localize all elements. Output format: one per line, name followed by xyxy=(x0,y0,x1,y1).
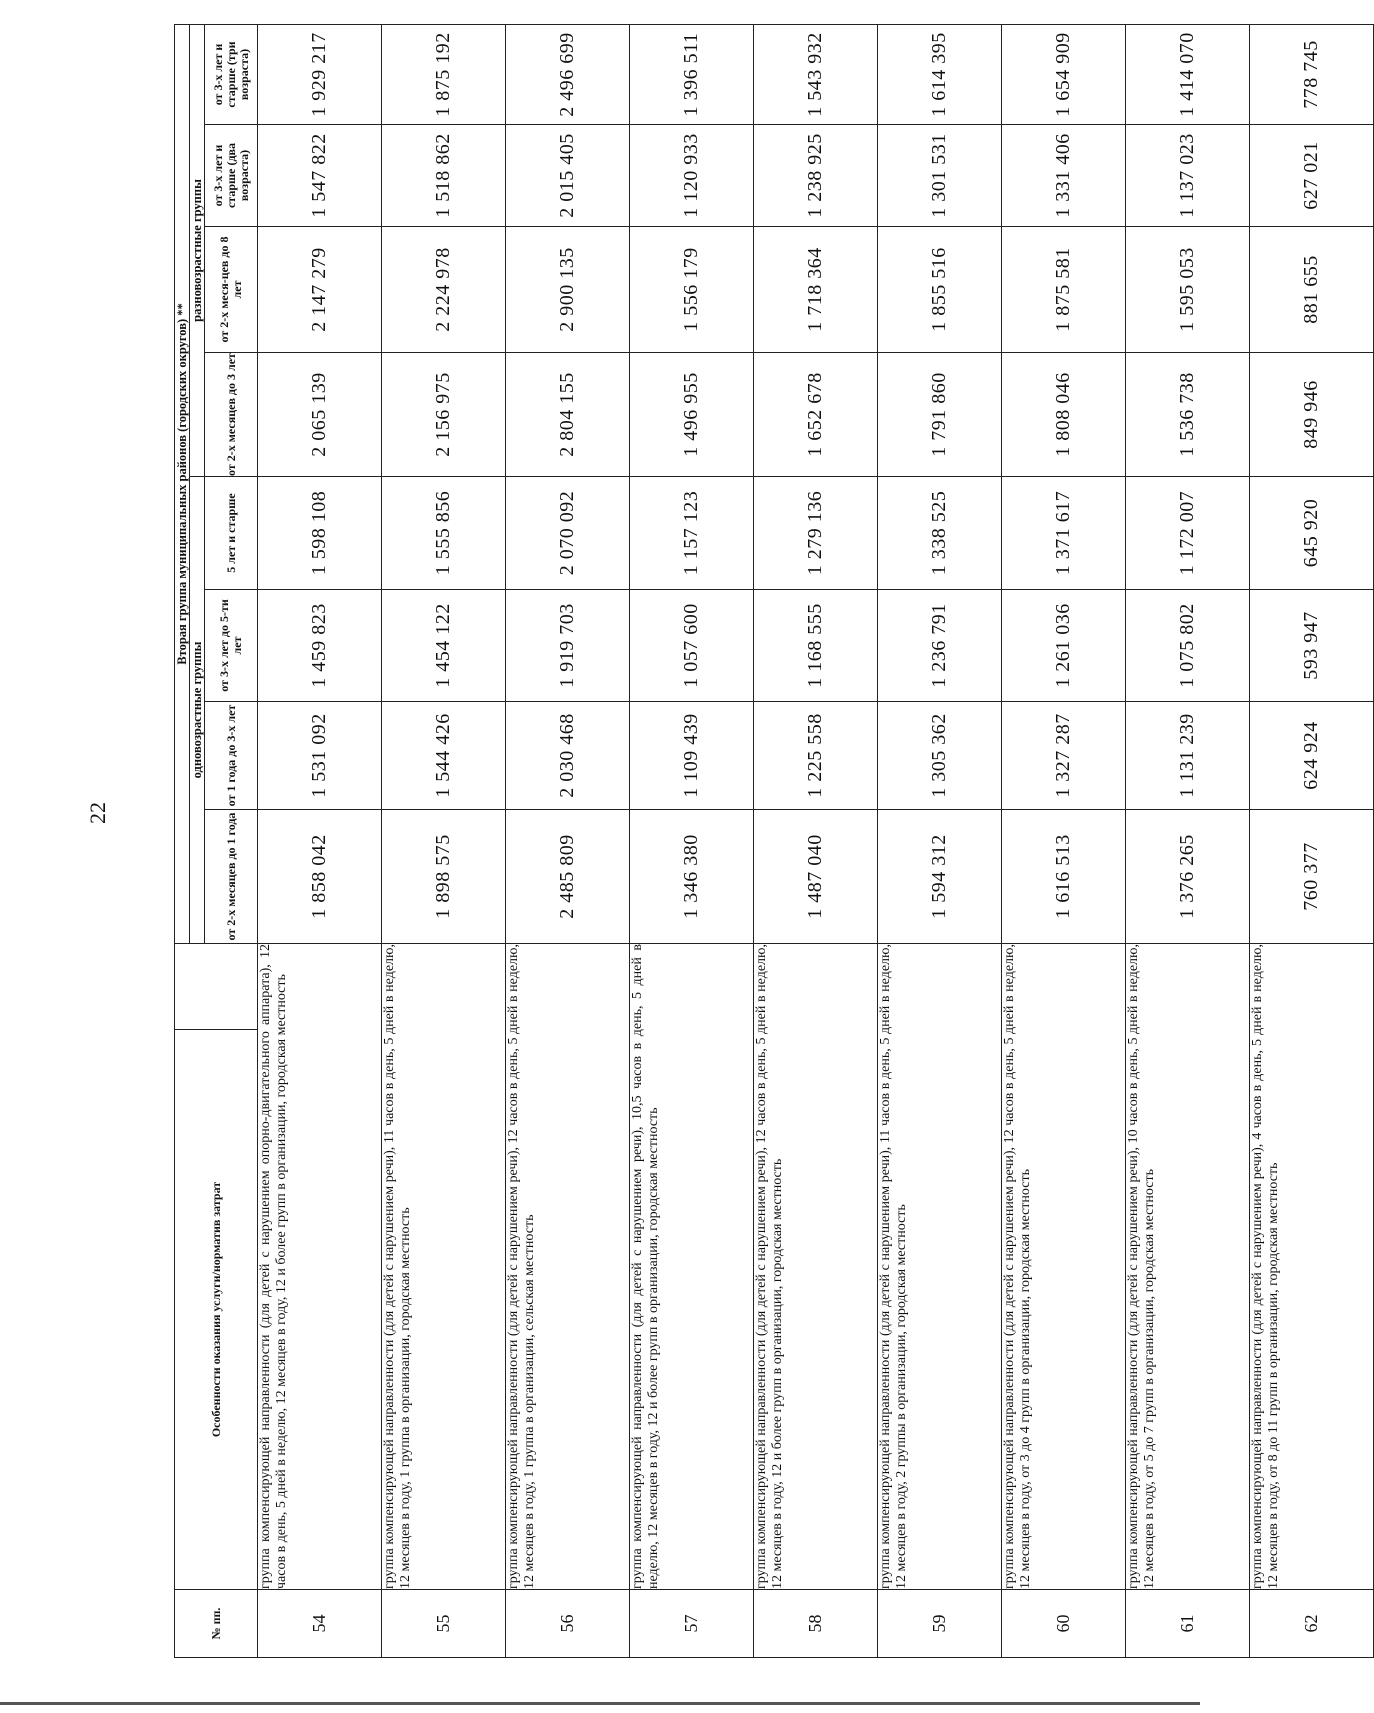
row-value: 2 015 405 xyxy=(506,125,630,227)
row-value: 1 929 217 xyxy=(258,24,382,124)
row-index: 54 xyxy=(258,1590,382,1658)
row-value: 645 920 xyxy=(1250,477,1374,590)
row-value: 1 808 046 xyxy=(1002,353,1126,477)
page-number: 22 xyxy=(85,802,110,824)
row-value: 1 487 040 xyxy=(754,810,878,944)
row-description: группа компенсирующей направленности (для детей с нарушением речи), 11 часов в день, 5 дней в неделю, 12 месяцев в году, 2 группы в организации, городская местность xyxy=(878,944,1002,1590)
header-col-5: от 2-х месяцев до 3 лет xyxy=(205,353,258,477)
header-col-3: от 3-х лет до 5-ти лет xyxy=(205,590,258,702)
row-value: 778 745 xyxy=(1250,24,1374,124)
row-value: 760 377 xyxy=(1250,810,1374,944)
row-description: группа компенсирующей направленности (для детей с нарушением речи), 4 часов в день, 5 дней в неделю, 12 месяцев в году, от 8 до 11 групп в организации, городская местность xyxy=(1250,944,1374,1590)
row-value: 2 496 699 xyxy=(506,24,630,124)
table-row xyxy=(1126,24,1250,1657)
row-value: 1 172 007 xyxy=(1126,477,1250,590)
row-description: группа компенсирующей направленности (для детей с нарушением речи), 12 часов в день, 5 дней в неделю, 12 месяцев в году, от 3 до 4 групп в организации, городская местность xyxy=(1002,944,1126,1590)
table-row xyxy=(1002,24,1126,1657)
row-value: 1 855 516 xyxy=(878,227,1002,353)
row-value: 2 900 135 xyxy=(506,227,630,353)
row-value: 2 485 809 xyxy=(506,810,630,944)
row-value: 2 224 978 xyxy=(382,227,506,353)
header-col-6: от 2-х меся-цев до 8 лет xyxy=(205,227,258,353)
row-value: 2 065 139 xyxy=(258,353,382,477)
header-single-age: одновозрастные группы xyxy=(190,477,205,944)
row-description: группа компенсирующей направленности (для детей с нарушением речи), 10,5 часов в день, 5 дней в неделю, 12 месяцев в году, 12 и более групп в организации, городская местность xyxy=(630,944,754,1590)
row-value: 1 075 802 xyxy=(1126,590,1250,702)
row-value: 1 543 932 xyxy=(754,24,878,124)
row-value: 849 946 xyxy=(1250,353,1374,477)
row-value: 1 225 558 xyxy=(754,702,878,810)
header-col-7: от 3-х лет и старше (два возраста) xyxy=(205,125,258,227)
row-value: 1 544 426 xyxy=(382,702,506,810)
row-value: 1 414 070 xyxy=(1126,24,1250,124)
row-value: 1 109 439 xyxy=(630,702,754,810)
row-value: 1 555 856 xyxy=(382,477,506,590)
row-value: 1 614 395 xyxy=(878,24,1002,124)
row-value: 1 301 531 xyxy=(878,125,1002,227)
row-value: 1 459 823 xyxy=(258,590,382,702)
header-index: № пп. xyxy=(175,1590,258,1658)
header-col-4: 5 лет и старше xyxy=(205,477,258,590)
row-index: 62 xyxy=(1250,1590,1374,1658)
row-value: 1 594 312 xyxy=(878,810,1002,944)
row-value: 1 616 513 xyxy=(1002,810,1126,944)
table-row xyxy=(382,24,506,1657)
row-value: 627 021 xyxy=(1250,125,1374,227)
row-index: 61 xyxy=(1126,1590,1250,1658)
row-value: 1 338 525 xyxy=(878,477,1002,590)
rotated-table-container xyxy=(174,25,1321,1658)
row-value: 1 236 791 xyxy=(878,590,1002,702)
row-value: 1 531 092 xyxy=(258,702,382,810)
header-col-8: от 3-х лет и старше (три возраста) xyxy=(205,24,258,124)
row-value: 1 791 860 xyxy=(878,353,1002,477)
row-value: 1 547 822 xyxy=(258,125,382,227)
header-col-1: от 2-х месяцев до 1 года xyxy=(205,810,258,944)
row-value: 1 279 136 xyxy=(754,477,878,590)
row-value: 1 518 862 xyxy=(382,125,506,227)
header-band: Вторая группа муниципальных районов (городских округов) ** xyxy=(175,24,190,943)
table-row xyxy=(630,24,754,1657)
header-mixed-age: разновозрастные группы xyxy=(190,24,205,476)
row-index: 59 xyxy=(878,1590,1002,1658)
row-value: 1 718 364 xyxy=(754,227,878,353)
header-col-2: от 1 года до 3-х лет xyxy=(205,702,258,810)
row-value: 624 924 xyxy=(1250,702,1374,810)
row-value: 1 137 023 xyxy=(1126,125,1250,227)
row-value: 1 396 511 xyxy=(630,24,754,124)
row-value: 1 875 192 xyxy=(382,24,506,124)
row-index: 55 xyxy=(382,1590,506,1658)
row-value: 1 057 600 xyxy=(630,590,754,702)
row-value: 1 898 575 xyxy=(382,810,506,944)
bottom-divider xyxy=(0,1702,1200,1705)
header-description: Особенности оказания услуги/норматив затрат xyxy=(175,1030,258,1590)
row-description: группа компенсирующей направленности (для детей с нарушением речи), 11 часов в день, 5 дней в неделю, 12 месяцев в году, 1 группа в организации, городская местность xyxy=(382,944,506,1590)
row-value: 1 858 042 xyxy=(258,810,382,944)
row-value: 1 238 925 xyxy=(754,125,878,227)
row-value: 1 157 123 xyxy=(630,477,754,590)
row-value: 1 261 036 xyxy=(1002,590,1126,702)
row-value: 1 331 406 xyxy=(1002,125,1126,227)
row-index: 58 xyxy=(754,1590,878,1658)
row-value: 2 070 092 xyxy=(506,477,630,590)
row-value: 1 327 287 xyxy=(1002,702,1126,810)
row-value: 593 947 xyxy=(1250,590,1374,702)
row-description: группа компенсирующей направленности (для детей с нарушением речи), 12 часов в день, 5 дней в неделю, 12 месяцев в году, 12 и более групп в организации, городская местность xyxy=(754,944,878,1590)
row-value: 1 654 909 xyxy=(1002,24,1126,124)
row-value: 1 305 362 xyxy=(878,702,1002,810)
row-value: 1 536 738 xyxy=(1126,353,1250,477)
table-row xyxy=(754,24,878,1657)
row-value: 1 376 265 xyxy=(1126,810,1250,944)
row-value: 1 556 179 xyxy=(630,227,754,353)
row-value: 1 120 933 xyxy=(630,125,754,227)
row-value: 2 147 279 xyxy=(258,227,382,353)
row-value: 881 655 xyxy=(1250,227,1374,353)
row-description: группа компенсирующей направленности (для детей с нарушением опорно-двигательного аппарата), 12 часов в день, 5 дней в неделю, 12 месяцев в году, 12 и более групп в организации, городская местность xyxy=(258,944,382,1590)
table-row xyxy=(1250,24,1374,1657)
table-row xyxy=(258,24,382,1657)
row-value: 1 919 703 xyxy=(506,590,630,702)
row-value: 1 595 053 xyxy=(1126,227,1250,353)
row-value: 1 652 678 xyxy=(754,353,878,477)
row-value: 1 454 122 xyxy=(382,590,506,702)
row-index: 57 xyxy=(630,1590,754,1658)
row-value: 1 168 555 xyxy=(754,590,878,702)
row-value: 1 496 955 xyxy=(630,353,754,477)
row-value: 2 030 468 xyxy=(506,702,630,810)
table-row xyxy=(878,24,1002,1657)
cost-norms-table xyxy=(174,24,1374,1658)
row-index: 56 xyxy=(506,1590,630,1658)
row-value: 1 875 581 xyxy=(1002,227,1126,353)
row-value: 1 131 239 xyxy=(1126,702,1250,810)
row-value: 1 371 617 xyxy=(1002,477,1126,590)
row-value: 1 598 108 xyxy=(258,477,382,590)
row-value: 2 156 975 xyxy=(382,353,506,477)
row-description: группа компенсирующей направленности (для детей с нарушением речи), 10 часов в день, 5 дней в неделю, 12 месяцев в году, от 5 до 7 групп в организации, городская местность xyxy=(1126,944,1250,1590)
row-index: 60 xyxy=(1002,1590,1126,1658)
table-row xyxy=(506,24,630,1657)
row-value: 1 346 380 xyxy=(630,810,754,944)
row-value: 2 804 155 xyxy=(506,353,630,477)
header-spacer xyxy=(175,944,258,1030)
row-description: группа компенсирующей направленности (для детей с нарушением речи), 12 часов в день, 5 дней в неделю, 12 месяцев в году, 1 группа в организации, сельская местность xyxy=(506,944,630,1590)
